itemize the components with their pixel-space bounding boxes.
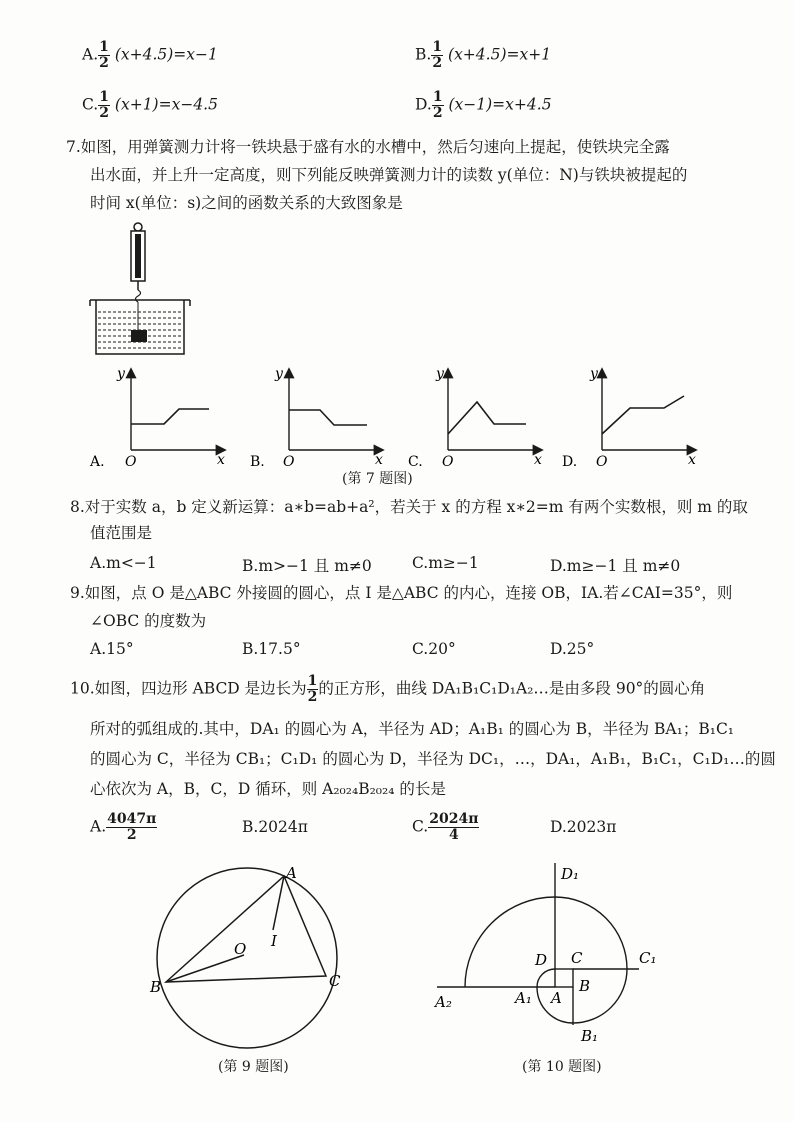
point-a2-label: A₂ [435,993,452,1011]
q6-option-d: D. $\frac{1}{2}$ (x−1)=x+4.5 [415,89,552,121]
q8-option-c: C.m≥−1 [412,554,479,572]
circumcircle [157,868,337,1048]
iron-block-icon [131,330,147,342]
q10-stem-line4: 心依次为 A，B，C，D 循环，则 A₂₀₂₄B₂₀₂₄ 的长是 [90,780,446,798]
point-d-label: D [535,951,548,969]
q7-graphs [84,362,724,472]
graph-b-x-label: x [375,452,383,468]
graph-c-y-label: y [436,366,444,382]
point-d1-label: D₁ [561,865,580,883]
q7-stem-line1: 7.如图，用弹簧测力计将一铁块悬于盛有水的水槽中，然后匀速向上提起，使铁块完全露 [66,138,670,156]
q8-option-a: A.m<−1 [90,554,157,572]
q8-stem-line1: 8.对于实数 a，b 定义新运算：a∗b=ab+a²，若关于 x 的方程 x∗2=m 有两个实数根，则 m 的取 [70,498,748,516]
graph-c-x-label: x [534,452,542,468]
arc-d1a2 [465,897,555,987]
q10-stem-line1: 10.如图，四边形 ABCD 是边长为 $\frac{1}{2}$ 的正方形，曲线 DA₁B₁C₁D₁A₂…是由多段 90°的圆心角 [70,673,706,705]
point-c-label: C [329,972,341,990]
q8-option-b: B.m>−1 且 m≠0 [242,557,372,575]
arc-da1 [537,969,555,987]
spring-scale-icon [131,223,145,332]
point-a-label: A [286,864,297,882]
q10-option-b: B.2024π [242,818,308,836]
q8-stem-line2: 值范围是 [90,524,153,542]
graph-a [89,366,225,470]
q9-caption: (第 9 题图) [218,1059,289,1075]
point-a-label: A [551,989,562,1007]
q8-option-d: D.m≥−1 且 m≠0 [550,557,681,575]
q9-option-b: B.17.5° [242,640,301,658]
q9-option-d: D.25° [550,640,595,658]
q9-stem-line1: 9.如图，点 O 是△ABC 外接圆的圆心，点 I 是△ABC 的内心，连接 OB，IA.若∠CAI=35°，则 [70,584,733,602]
q10-caption: (第 10 题图) [522,1059,602,1075]
q9-option-c: C.20° [412,640,456,658]
q10-line1-pre: 10.如图，四边形 ABCD 是边长为 [70,679,307,698]
water-tank-icon [90,300,190,354]
graph-a-y-label: y [117,366,125,382]
graph-b-origin: O [283,454,295,470]
q7-stem-line2: 出水面，并上升一定高度，则下列能反映弹簧测力计的读数 y(单位：N)与铁块被提起的 [90,166,688,184]
q10-stem-line3: 的圆心为 C，半径为 CB₁；C₁D₁ 的圆心为 D，半径为 DC₁，…，DA₁，A₁B₁，B₁C₁，C₁D₁…的圆 [90,750,776,768]
point-b-label: B [579,977,591,995]
graph-d-label: D. [562,454,578,470]
point-i-label: I [271,932,277,950]
q9-option-a: A.15° [90,640,134,658]
q10-option-d: D.2023π [550,818,617,836]
point-b-label: B [150,978,162,996]
point-o-label: O [234,940,247,958]
spring-scale-tank-figure [86,220,196,360]
q10-figure [425,855,685,1055]
arc-c1d1 [555,897,627,969]
q10-option-c: C. $\frac{2024\pi}{4}$ [412,811,479,843]
square-abcd [555,969,573,987]
graph-b-y-label: y [275,366,283,382]
graph-c-origin: O [442,454,454,470]
point-b1-label: B₁ [581,1027,599,1045]
graph-d-origin: O [596,454,608,470]
q6-option-c: C. $\frac{1}{2}$ (x+1)=x−4.5 [82,89,218,121]
q6-option-b: B. $\frac{1}{2}$ (x+4.5)=x+1 [415,39,552,71]
q10-stem-line2: 所对的弧组成的.其中，DA₁ 的圆心为 A，半径为 AD；A₁B₁ 的圆心为 B，半径为 BA₁；B₁C₁ [90,720,735,738]
point-c-label: C [571,949,583,967]
q7-caption: (第 7 题图) [342,471,413,487]
graph-b-label: B. [250,454,265,470]
point-a1-label: A₁ [515,989,532,1007]
q9-stem-line2: ∠OBC 的度数为 [90,612,207,630]
q9-figure [140,858,360,1058]
q7-stem-line3: 时间 x(单位：s)之间的函数关系的大致图象是 [90,194,403,212]
graph-d-y-label: y [590,366,598,382]
q10-option-a: A. $\frac{4047\pi}{2}$ [90,811,157,843]
graph-d [562,366,696,470]
graph-a-origin: O [125,454,137,470]
graph-a-label: A. [90,454,105,470]
point-c1-label: C₁ [639,949,657,967]
graph-c [408,366,542,470]
triangle-abc [166,876,326,982]
q6-option-a: A. $\frac{1}{2}$ (x+4.5)=x−1 [82,39,218,71]
segment-ob [166,955,244,982]
q10-line1-post: 的正方形，曲线 DA₁B₁C₁D₁A₂…是由多段 90°的圆心角 [318,679,706,698]
graph-b [250,366,383,470]
graph-d-x-label: x [688,452,696,468]
graph-a-x-label: x [217,452,225,468]
graph-c-label: C. [408,454,423,470]
